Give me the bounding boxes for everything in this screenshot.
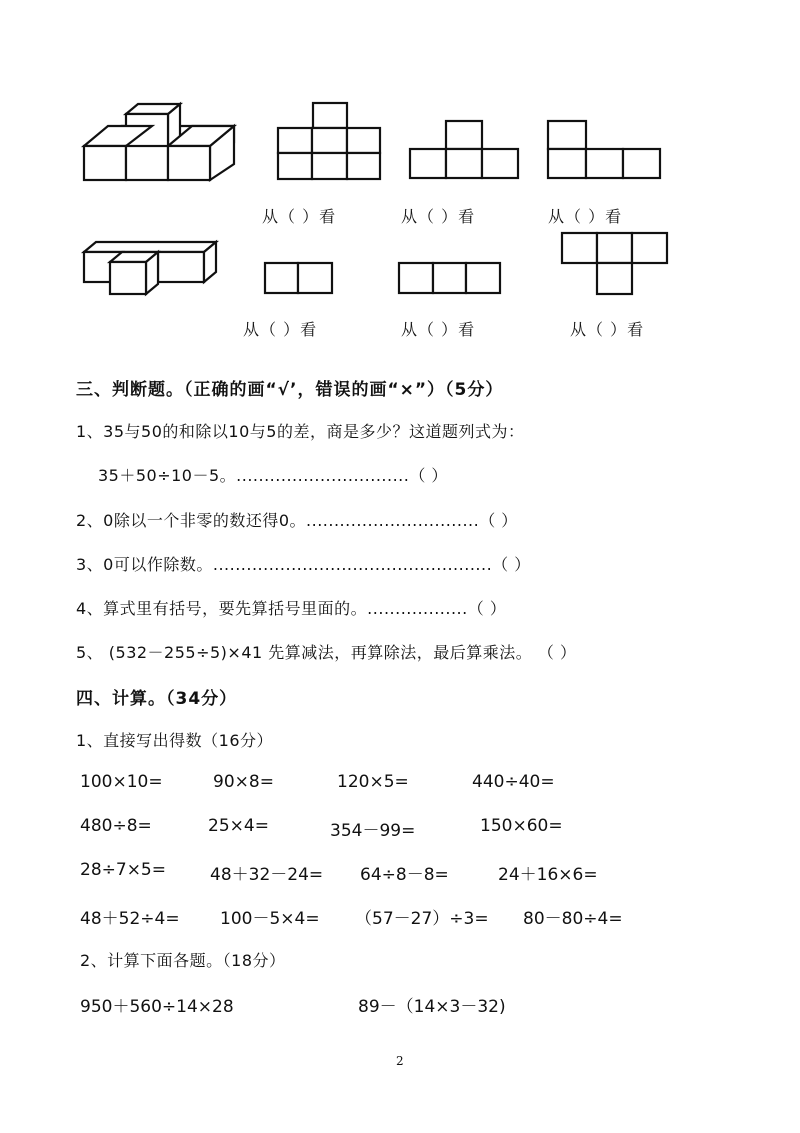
oral-calc-item: 100×10=: [80, 772, 163, 792]
oral-calc-item: 100－5×4=: [220, 909, 320, 929]
judge-item-2: 2、0除以一个非零的数还得0。...............................（ ）: [76, 511, 518, 530]
written-calc-title: 2、计算下面各题。（18分）: [80, 951, 286, 970]
judge-item-5: 5、 (532－255÷5)×41 先算减法，再算除法，最后算乘法。 （ ）: [76, 643, 577, 662]
oral-calc-item: 120×5=: [337, 772, 409, 792]
oral-calc-item: （57－27）÷3=: [355, 909, 489, 929]
view-label-1: 从（ ）看: [262, 207, 337, 226]
view-label-5: 从（ ）看: [401, 320, 476, 339]
oral-calc-item: 48＋32－24=: [210, 865, 324, 885]
oral-calc-title: 1、直接写出得数（16分）: [76, 731, 274, 750]
section-4-title: 四、计算。（34分）: [76, 689, 238, 709]
oral-calc-item: 440÷40=: [472, 772, 555, 792]
oral-calc-item: 150×60=: [480, 816, 563, 836]
solid-figure-1: [80, 100, 245, 185]
view-grid-6: [561, 232, 669, 296]
judge-item-1-expr: 35＋50÷10－5。...............................（ ）: [98, 466, 448, 485]
oral-calc-item: 64÷8－8=: [360, 865, 449, 885]
oral-calc-item: 28÷7×5=: [80, 860, 166, 880]
view-grid-1: [277, 102, 381, 180]
oral-calc-item: 25×4=: [208, 816, 269, 836]
view-grid-2: [409, 120, 519, 180]
written-calc-item: 89－（14×3－32): [358, 997, 506, 1017]
judge-item-4: 4、算式里有括号，要先算括号里面的。..................（ ）: [76, 599, 507, 618]
oral-calc-item: 24＋16×6=: [498, 865, 598, 885]
oral-calc-item: 354－99=: [330, 821, 416, 841]
oral-calc-item: 48＋52÷4=: [80, 909, 180, 929]
view-label-2: 从（ ）看: [401, 207, 476, 226]
view-grid-4: [264, 262, 334, 294]
oral-calc-item: 90×8=: [213, 772, 274, 792]
written-calc-item: 950＋560÷14×28: [80, 997, 234, 1017]
solid-figure-2: [82, 238, 222, 298]
view-label-6: 从（ ）看: [570, 320, 645, 339]
section-3-title: 三、判断题。（正确的画“√’，错误的画“×”）（5分）: [76, 380, 504, 400]
view-grid-3: [547, 120, 661, 180]
oral-calc-item: 480÷8=: [80, 816, 152, 836]
view-label-3: 从（ ）看: [548, 207, 623, 226]
view-label-4: 从（ ）看: [243, 320, 318, 339]
judge-item-1: 1、35与50的和除以10与5的差，商是多少？这道题列式为：: [76, 422, 525, 441]
judge-item-3: 3、0可以作除数。..................................................（ ）: [76, 555, 531, 574]
page-number: 2: [396, 1054, 404, 1068]
view-grid-5: [398, 262, 502, 294]
oral-calc-item: 80－80÷4=: [523, 909, 623, 929]
